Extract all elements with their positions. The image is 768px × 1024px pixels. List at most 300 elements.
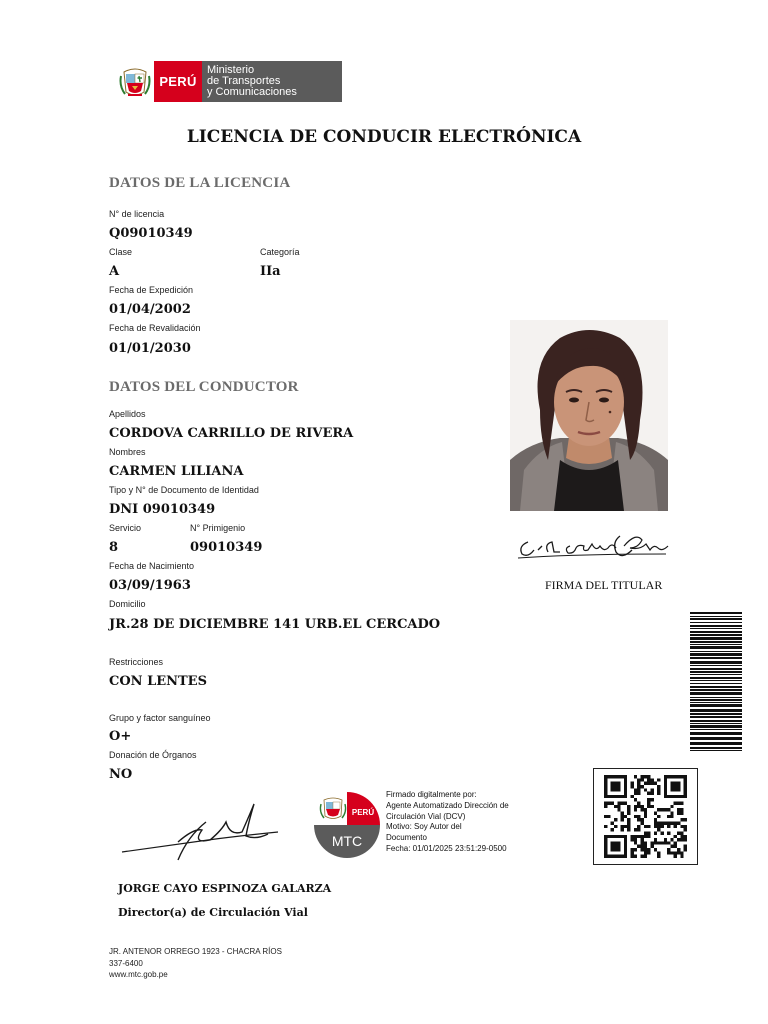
- qr-module: [637, 785, 640, 788]
- barcode: [690, 612, 742, 752]
- qr-module: [670, 788, 673, 791]
- barcode-bar: [690, 737, 742, 740]
- birth-date: 03/09/1963: [109, 578, 191, 593]
- director-signature: [118, 800, 283, 865]
- qr-module: [677, 851, 680, 854]
- barcode-bar: [690, 732, 742, 735]
- category-label: Categoría: [260, 247, 300, 257]
- names-label: Nombres: [109, 447, 146, 457]
- qr-module: [684, 818, 687, 821]
- qr-module: [624, 802, 627, 805]
- barcode-bar: [690, 625, 742, 627]
- barcode-bar: [690, 709, 742, 712]
- mtc-logo: [312, 790, 382, 858]
- qr-module: [644, 815, 647, 818]
- qr-module: [614, 835, 617, 838]
- qr-module: [614, 825, 617, 828]
- qr-module: [637, 845, 640, 848]
- barcode-bar: [690, 680, 742, 681]
- qr-module: [604, 778, 607, 781]
- qr-module: [647, 802, 650, 805]
- qr-module: [680, 835, 683, 838]
- qr-module: [634, 775, 637, 778]
- qr-module: [611, 785, 614, 788]
- qr-module: [684, 825, 687, 828]
- qr-module: [664, 792, 667, 795]
- barcode-bar: [690, 651, 742, 652]
- qr-module: [631, 795, 634, 798]
- qr-module: [607, 855, 610, 858]
- qr-module: [621, 795, 624, 798]
- qr-module: [637, 802, 640, 805]
- qr-module: [627, 808, 630, 811]
- qr-module: [624, 825, 627, 828]
- service-value: 8: [109, 540, 119, 555]
- barcode-bar: [690, 622, 742, 623]
- qr-module: [604, 815, 607, 818]
- qr-module: [641, 818, 644, 821]
- blood-type: O+: [109, 729, 132, 744]
- qr-module: [674, 841, 677, 844]
- qr-module: [637, 828, 640, 831]
- qr-module: [631, 785, 634, 788]
- qr-module: [657, 855, 660, 858]
- qr-module: [641, 821, 644, 824]
- qr-module: [604, 855, 607, 858]
- qr-module: [624, 815, 627, 818]
- footer-website[interactable]: www.mtc.gob.pe: [109, 970, 168, 979]
- category-value: IIa: [260, 264, 281, 279]
- qr-module: [664, 775, 667, 778]
- qr-module: [617, 775, 620, 778]
- qr-module: [670, 782, 673, 785]
- qr-module: [637, 788, 640, 791]
- qr-module: [657, 841, 660, 844]
- primigenio-value: 09010349: [190, 540, 263, 555]
- driver-section-title: DATOS DEL CONDUCTOR: [109, 379, 299, 395]
- qr-module: [627, 821, 630, 824]
- ministry-name: Ministerio de Transportes y Comunicaciones: [202, 61, 342, 102]
- qr-module: [624, 775, 627, 778]
- barcode-bar: [690, 692, 742, 695]
- qr-module: [604, 845, 607, 848]
- qr-module: [624, 782, 627, 785]
- qr-module: [670, 815, 673, 818]
- qr-module: [644, 788, 647, 791]
- qr-module: [670, 821, 673, 824]
- id-document-label: Tipo y N° de Documento de Identidad: [109, 485, 259, 495]
- barcode-bar: [690, 720, 742, 722]
- barcode-bar: [690, 616, 742, 617]
- director-role: Director(a) de Circulación Vial: [118, 906, 308, 919]
- qr-module: [627, 828, 630, 831]
- qr-module: [664, 795, 667, 798]
- qr-module: [677, 775, 680, 778]
- qr-module: [647, 798, 650, 801]
- qr-module: [617, 788, 620, 791]
- qr-module: [680, 838, 683, 841]
- qr-module: [614, 848, 617, 851]
- qr-module: [677, 802, 680, 805]
- qr-module: [604, 835, 607, 838]
- qr-module: [680, 808, 683, 811]
- qr-module: [621, 818, 624, 821]
- qr-module: [611, 795, 614, 798]
- qr-module: [670, 838, 673, 841]
- qr-module: [607, 815, 610, 818]
- qr-module: [674, 802, 677, 805]
- qr-module: [667, 795, 670, 798]
- class-value: A: [109, 264, 120, 279]
- restrictions: CON LENTES: [109, 674, 207, 689]
- qr-module: [674, 845, 677, 848]
- qr-module: [607, 775, 610, 778]
- barcode-bar: [690, 699, 742, 701]
- qr-module: [631, 782, 634, 785]
- qr-module: [650, 782, 653, 785]
- qr-module: [677, 808, 680, 811]
- qr-module: [660, 808, 663, 811]
- qr-module: [654, 841, 657, 844]
- barcode-bar: [690, 742, 742, 745]
- qr-module: [621, 855, 624, 858]
- license-section-title: DATOS DE LA LICENCIA: [109, 175, 291, 191]
- id-document: DNI 09010349: [109, 502, 216, 517]
- qr-module: [624, 778, 627, 781]
- qr-module: [637, 835, 640, 838]
- qr-module: [644, 812, 647, 815]
- footer-address: JR. ANTENOR ORREGO 1923 - CHACRA RÍOS: [109, 947, 282, 956]
- qr-module: [657, 828, 660, 831]
- qr-module: [664, 808, 667, 811]
- barcode-bar: [690, 665, 742, 666]
- qr-module: [617, 841, 620, 844]
- qr-module: [664, 788, 667, 791]
- qr-module: [634, 848, 637, 851]
- address: JR.28 DE DICIEMBRE 141 URB.EL CERCADO: [109, 617, 441, 632]
- restrictions-label: Restricciones: [109, 657, 164, 667]
- qr-module: [680, 831, 683, 834]
- qr-module: [674, 825, 677, 828]
- qr-module: [674, 795, 677, 798]
- issue-date: 01/04/2002: [109, 302, 191, 317]
- qr-module: [634, 808, 637, 811]
- qr-module: [654, 821, 657, 824]
- qr-module: [634, 815, 637, 818]
- qr-module: [614, 841, 617, 844]
- barcode-bar: [690, 677, 742, 679]
- qr-module: [611, 845, 614, 848]
- qr-module: [674, 788, 677, 791]
- address-label: Domicilio: [109, 599, 146, 609]
- qr-module: [684, 785, 687, 788]
- qr-module: [684, 845, 687, 848]
- qr-module: [657, 808, 660, 811]
- qr-module: [617, 835, 620, 838]
- qr-module: [634, 841, 637, 844]
- qr-module: [670, 795, 673, 798]
- qr-module: [644, 841, 647, 844]
- qr-module: [677, 788, 680, 791]
- ministry-logo: [116, 61, 342, 102]
- barcode-bar: [690, 641, 742, 643]
- qr-module: [604, 775, 607, 778]
- qr-module: [684, 795, 687, 798]
- barcode-bar: [690, 747, 742, 749]
- qr-module: [641, 855, 644, 858]
- qr-module: [604, 782, 607, 785]
- qr-module: [634, 838, 637, 841]
- barcode-bar: [690, 612, 742, 614]
- qr-module: [604, 792, 607, 795]
- qr-module: [617, 848, 620, 851]
- qr-module: [604, 785, 607, 788]
- qr-module: [634, 828, 637, 831]
- qr-module: [667, 775, 670, 778]
- qr-module: [650, 841, 653, 844]
- qr-module: [684, 828, 687, 831]
- qr-module: [650, 792, 653, 795]
- qr-module: [614, 788, 617, 791]
- qr-module: [621, 802, 624, 805]
- qr-module: [650, 778, 653, 781]
- qr-module: [617, 808, 620, 811]
- peru-label: PERÚ: [154, 61, 202, 102]
- qr-module: [627, 825, 630, 828]
- qr-module: [684, 775, 687, 778]
- blood-type-label: Grupo y factor sanguíneo: [109, 713, 211, 723]
- names: CARMEN LILIANA: [109, 464, 244, 479]
- qr-module: [631, 848, 634, 851]
- barcode-bar: [690, 683, 742, 684]
- barcode-bar: [690, 671, 742, 673]
- barcode-bar: [690, 637, 742, 640]
- barcode-bar: [690, 628, 742, 629]
- qr-module: [667, 825, 670, 828]
- qr-module: [624, 788, 627, 791]
- qr-module: [677, 795, 680, 798]
- surnames-label: Apellidos: [109, 409, 146, 419]
- qr-module: [634, 788, 637, 791]
- qr-module: [684, 792, 687, 795]
- qr-module: [631, 855, 634, 858]
- qr-module: [641, 838, 644, 841]
- qr-module: [670, 805, 673, 808]
- qr-module: [670, 851, 673, 854]
- mtc-logo-peru: PERÚ: [351, 808, 375, 817]
- qr-module: [614, 795, 617, 798]
- qr-module: [667, 831, 670, 834]
- qr-module: [647, 831, 650, 834]
- qr-module: [680, 775, 683, 778]
- qr-module: [674, 782, 677, 785]
- qr-module: [647, 851, 650, 854]
- primigenio-label: N° Primigenio: [190, 523, 246, 533]
- qr-module: [614, 845, 617, 848]
- qr-module: [650, 805, 653, 808]
- qr-module: [631, 851, 634, 854]
- qr-module: [657, 788, 660, 791]
- qr-module: [611, 841, 614, 844]
- qr-module: [654, 782, 657, 785]
- qr-module: [641, 845, 644, 848]
- qr-module: [680, 812, 683, 815]
- qr-module: [611, 821, 614, 824]
- barcode-bar: [690, 713, 742, 715]
- qr-module: [667, 851, 670, 854]
- qr-module: [657, 785, 660, 788]
- barcode-bar: [690, 634, 742, 636]
- barcode-bar: [690, 729, 742, 730]
- qr-module: [631, 838, 634, 841]
- qr-module: [634, 805, 637, 808]
- qr-module: [674, 851, 677, 854]
- qr-module: [680, 851, 683, 854]
- holder-signature: [516, 528, 672, 566]
- barcode-bar: [690, 702, 742, 703]
- qr-module: [607, 802, 610, 805]
- qr-module: [617, 802, 620, 805]
- qr-module: [667, 808, 670, 811]
- birth-date-label: Fecha de Nacimiento: [109, 561, 195, 571]
- qr-module: [664, 841, 667, 844]
- qr-module: [611, 775, 614, 778]
- qr-module: [644, 835, 647, 838]
- qr-module: [677, 848, 680, 851]
- barcode-bar: [690, 697, 742, 698]
- qr-module: [670, 845, 673, 848]
- qr-module: [617, 785, 620, 788]
- qr-module: [667, 815, 670, 818]
- qr-module: [614, 782, 617, 785]
- qr-module: [667, 848, 670, 851]
- barcode-bar: [690, 631, 742, 633]
- qr-module: [677, 812, 680, 815]
- barcode-bar: [690, 646, 742, 649]
- qr-module: [617, 795, 620, 798]
- digital-signature-info: Firmado digitalmente por: Agente Automatizado Dirección de Circulación Vial (DCV) Motivo: Soy Autor del Documento Fecha: 01/01/2025 23:51:29-0500: [386, 790, 509, 853]
- qr-module: [611, 828, 614, 831]
- qr-module: [684, 838, 687, 841]
- qr-module: [674, 835, 677, 838]
- barcode-bar: [690, 723, 742, 724]
- qr-module: [621, 835, 624, 838]
- qr-module: [674, 775, 677, 778]
- qr-module: [624, 838, 627, 841]
- qr-module: [641, 841, 644, 844]
- qr-module: [644, 851, 647, 854]
- qr-module: [631, 835, 634, 838]
- qr-module: [664, 782, 667, 785]
- qr-module: [657, 778, 660, 781]
- qr-module: [670, 785, 673, 788]
- mtc-logo-mtc: MTC: [331, 833, 363, 849]
- qr-module: [614, 785, 617, 788]
- qr-module: [670, 812, 673, 815]
- barcode-bar: [690, 674, 742, 675]
- qr-module: [604, 788, 607, 791]
- qr-module: [674, 821, 677, 824]
- barcode-bar: [690, 661, 742, 664]
- barcode-bar: [690, 644, 742, 645]
- issue-date-label: Fecha de Expedición: [109, 285, 194, 295]
- qr-module: [644, 845, 647, 848]
- qr-module: [617, 855, 620, 858]
- qr-module: [641, 775, 644, 778]
- qr-module: [674, 785, 677, 788]
- qr-module: [621, 815, 624, 818]
- qr-module: [660, 825, 663, 828]
- qr-module: [607, 795, 610, 798]
- qr-module: [654, 825, 657, 828]
- qr-module: [604, 802, 607, 805]
- qr-module: [647, 805, 650, 808]
- qr-module: [641, 805, 644, 808]
- qr-module: [647, 848, 650, 851]
- qr-module: [621, 825, 624, 828]
- qr-module: [627, 818, 630, 821]
- qr-module: [680, 825, 683, 828]
- qr-module: [660, 831, 663, 834]
- barcode-bar: [690, 686, 742, 688]
- qr-module: [677, 831, 680, 834]
- qr-module: [604, 848, 607, 851]
- qr-module: [684, 835, 687, 838]
- qr-module: [647, 782, 650, 785]
- qr-module: [604, 795, 607, 798]
- qr-module: [664, 778, 667, 781]
- qr-module: [644, 782, 647, 785]
- qr-module: [624, 785, 627, 788]
- qr-module: [667, 821, 670, 824]
- qr-module: [621, 812, 624, 815]
- qr-module: [680, 855, 683, 858]
- qr-module: [680, 802, 683, 805]
- qr-module: [634, 792, 637, 795]
- qr-module: [677, 785, 680, 788]
- qr-module: [644, 775, 647, 778]
- footer: [109, 946, 282, 981]
- qr-module: [644, 848, 647, 851]
- revalidation-date: 01/01/2030: [109, 341, 191, 356]
- qr-module: [650, 788, 653, 791]
- qr-module: [684, 778, 687, 781]
- qr-module: [657, 825, 660, 828]
- qr-module: [634, 798, 637, 801]
- qr-module: [644, 825, 647, 828]
- barcode-bar: [690, 750, 742, 751]
- barcode-bar: [690, 725, 742, 728]
- qr-module: [657, 792, 660, 795]
- qr-module: [604, 825, 607, 828]
- qr-module: [637, 782, 640, 785]
- qr-module: [604, 805, 607, 808]
- qr-module: [641, 835, 644, 838]
- barcode-bar: [690, 704, 742, 707]
- director-name: JORGE CAYO ESPINOZA GALARZA: [118, 882, 332, 895]
- qr-module: [637, 792, 640, 795]
- qr-module: [654, 831, 657, 834]
- qr-module: [664, 838, 667, 841]
- qr-module: [634, 835, 637, 838]
- qr-module: [621, 828, 624, 831]
- qr-module: [664, 821, 667, 824]
- qr-module: [637, 825, 640, 828]
- qr-module: [637, 815, 640, 818]
- qr-module: [654, 818, 657, 821]
- barcode-bar: [690, 716, 742, 718]
- qr-module: [637, 778, 640, 781]
